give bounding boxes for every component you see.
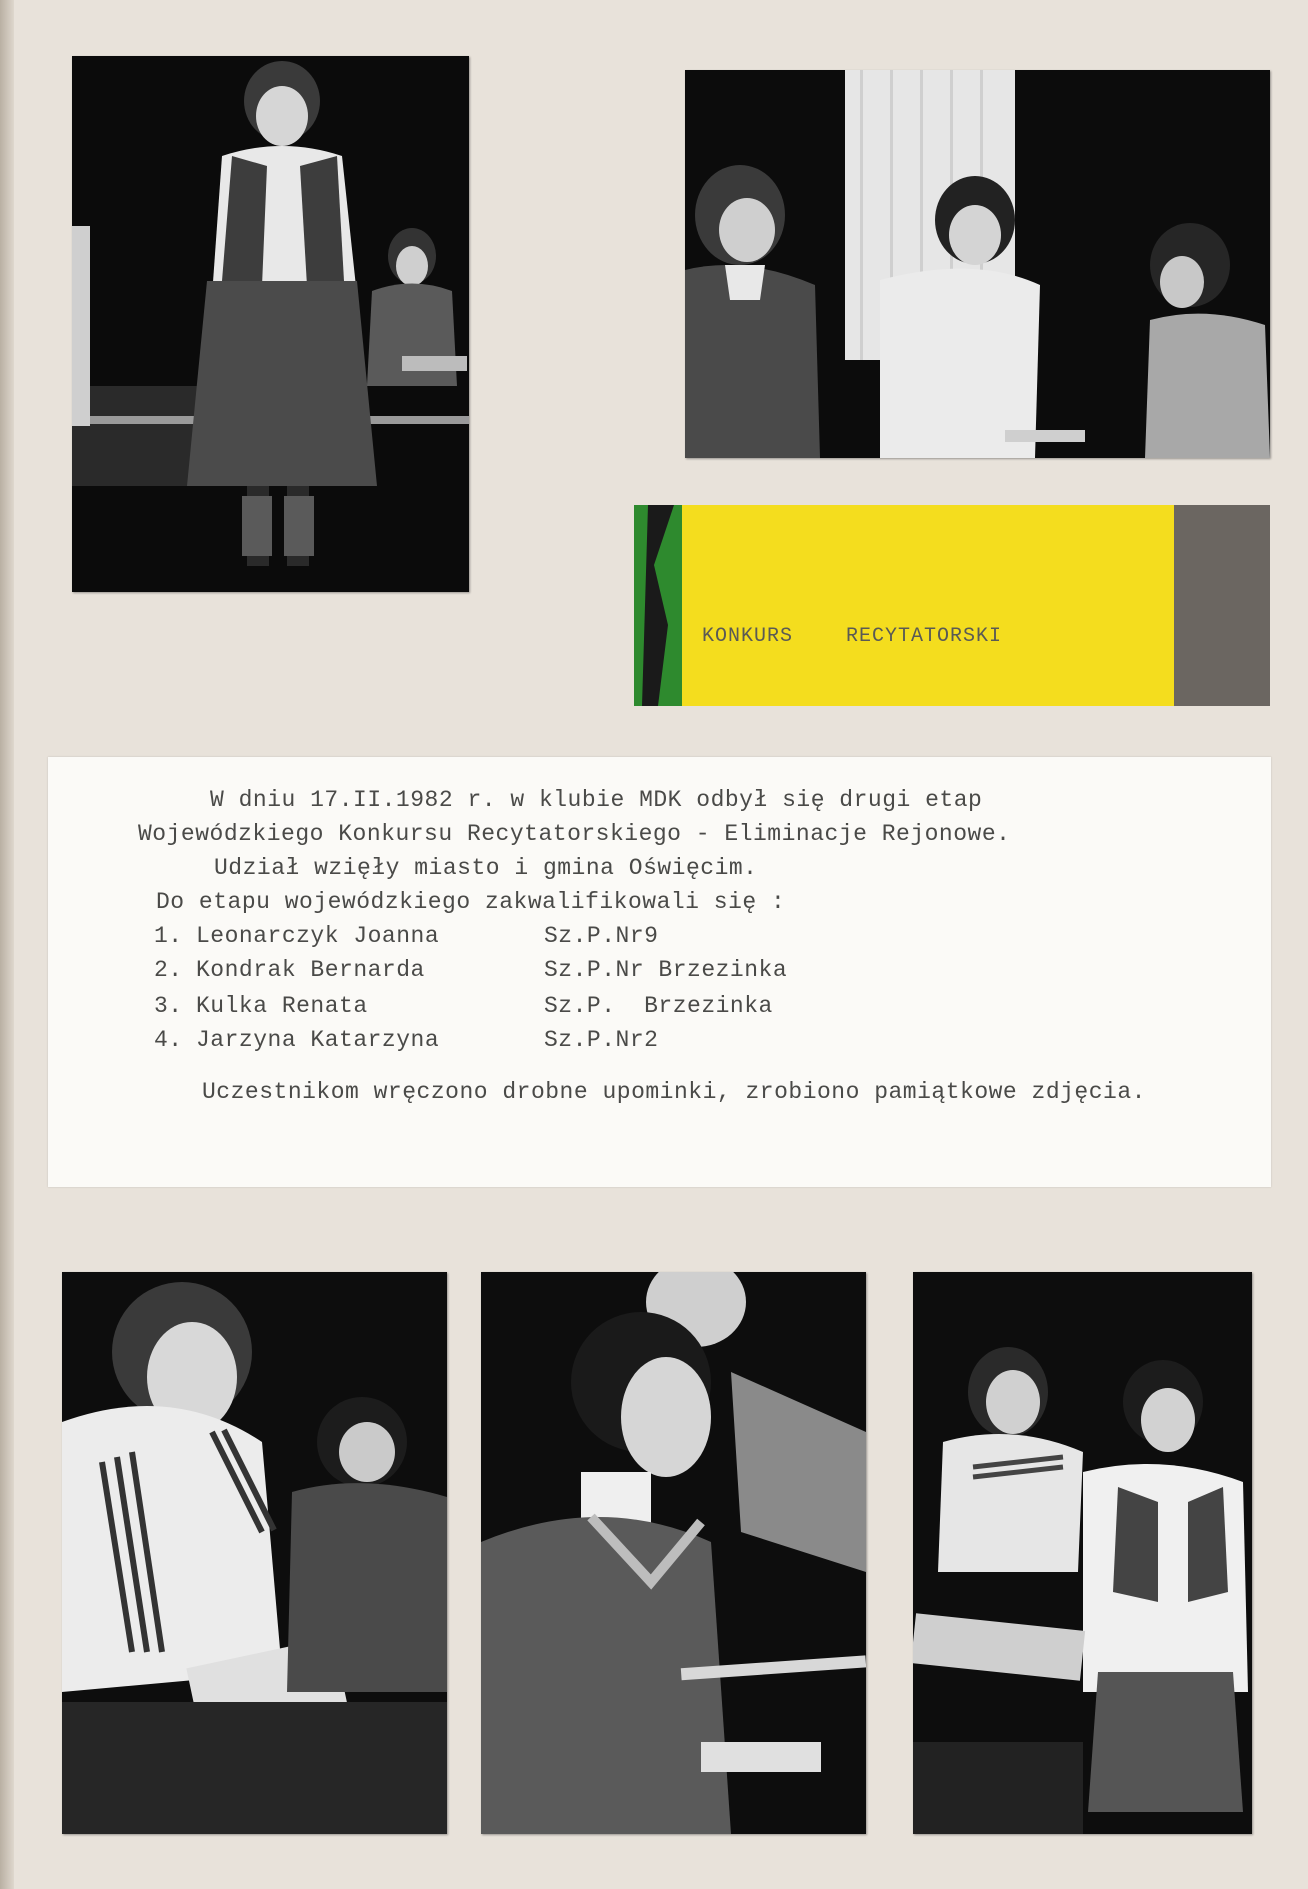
entry-name: Jarzyna Katarzyna	[196, 1027, 440, 1053]
photo-boy-seated	[481, 1272, 866, 1834]
photo-girl-reciting	[72, 56, 469, 592]
green-strip-decoration	[634, 505, 682, 706]
entry-number: 3.	[154, 993, 183, 1019]
entry-number: 2.	[154, 957, 183, 983]
report-line-2: Wojewódzkiego Konkursu Recytatorskiego - Eliminacje Rejonowe.	[138, 821, 1011, 847]
entry-school: Sz.P.Nr2	[544, 1027, 659, 1053]
photo-girls-reading	[62, 1272, 447, 1834]
contest-title: KONKURS RECYTATORSKI	[702, 625, 1003, 648]
entry-name: Leonarczyk Joanna	[196, 923, 440, 949]
entry-number: 1.	[154, 923, 183, 949]
entry-school: Sz.P.Nr Brzezinka	[544, 957, 788, 983]
contest-title-label	[634, 505, 1270, 706]
typed-report	[48, 757, 1271, 1187]
entry-name: Kondrak Bernarda	[196, 957, 425, 983]
album-page-edge	[0, 0, 14, 1889]
report-line-1: W dniu 17.II.1982 r. w klubie MDK odbył się drugi etap	[210, 787, 983, 813]
report-line-4: Do etapu wojewódzkiego zakwalifikowali się :	[156, 889, 786, 915]
photo-two-girls-at-table	[913, 1272, 1252, 1834]
report-closing: Uczestnikom wręczono drobne upominki, zrobiono pamiątkowe zdjęcia.	[202, 1079, 1146, 1105]
entry-number: 4.	[154, 1027, 183, 1053]
entry-school: Sz.P. Brzezinka	[544, 993, 773, 1019]
report-line-3: Udział wzięły miasto i gmina Oświęcim.	[214, 855, 758, 881]
entry-name: Kulka Renata	[196, 993, 368, 1019]
photo-three-girls-seated	[685, 70, 1270, 458]
grey-strip-decoration	[1174, 505, 1270, 706]
entry-school: Sz.P.Nr9	[544, 923, 659, 949]
